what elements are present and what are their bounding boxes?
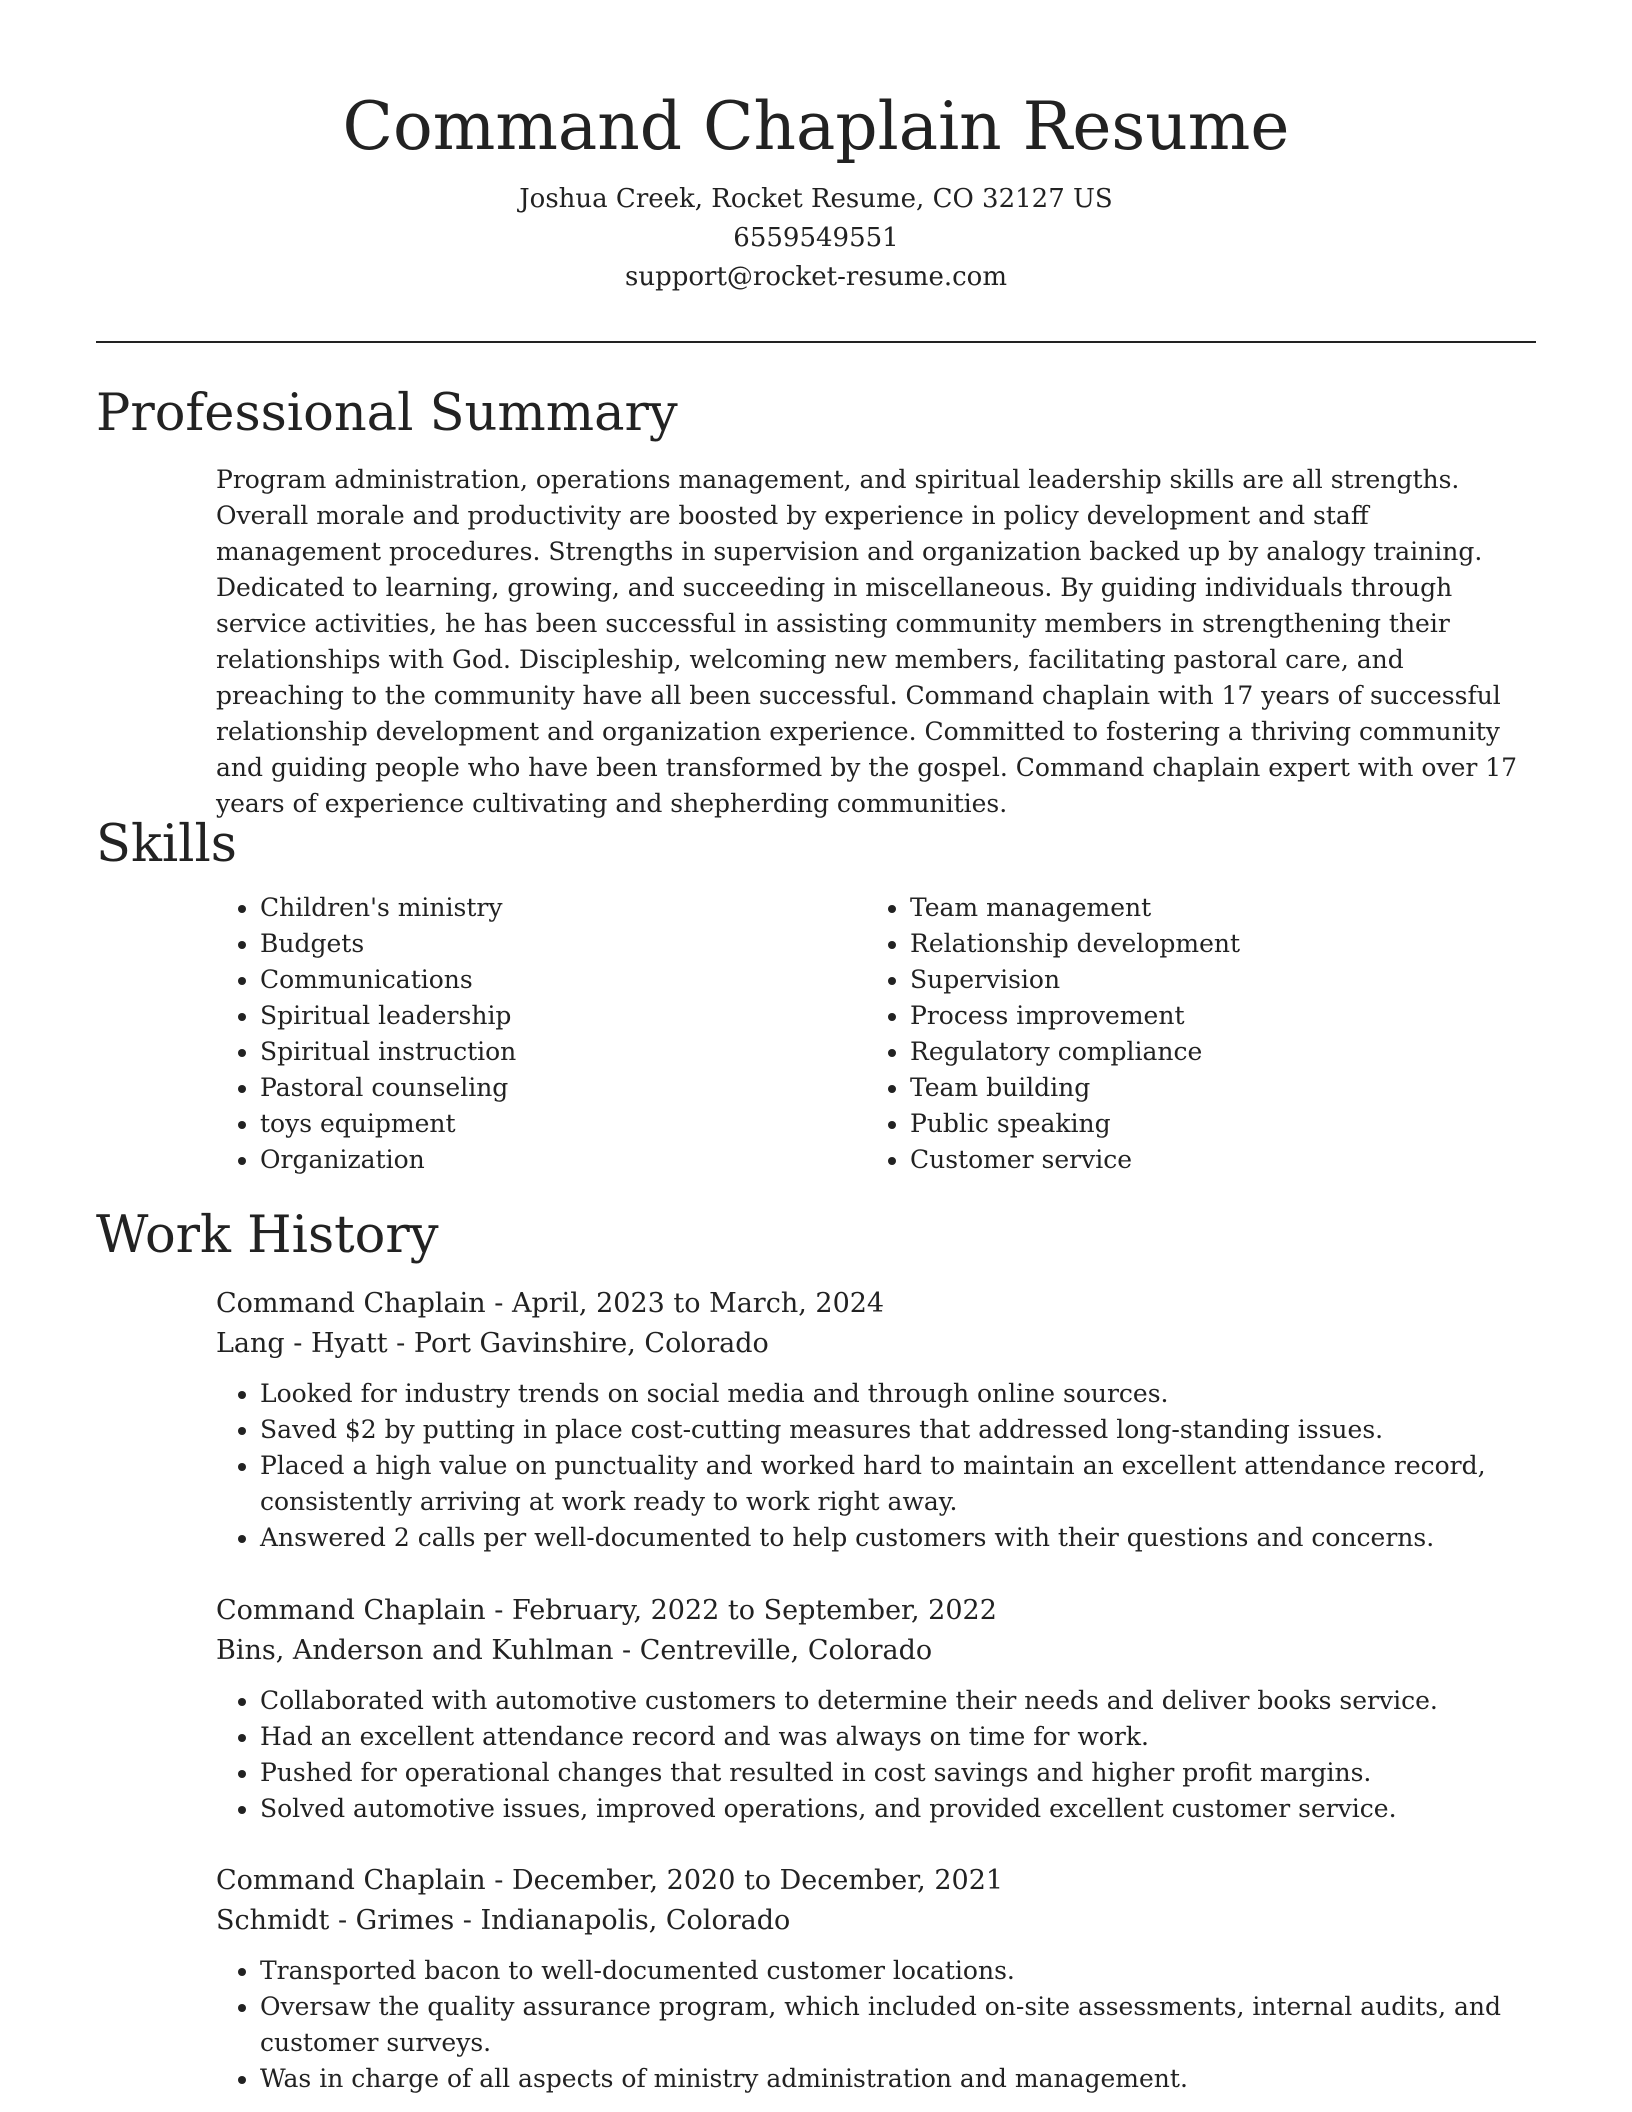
job-company: Schmidt - Grimes	[216, 1905, 455, 1936]
job-title-line	[216, 1861, 1536, 1901]
job-duties	[216, 1683, 1536, 1827]
contact-phone: 6559549551	[733, 223, 899, 253]
job-location: - Indianapolis, Colorado	[454, 1905, 791, 1936]
duty-item: • Oversaw the quality assurance program, which included on-site assessments, internal audits, and customer surveys.	[260, 1989, 1536, 2061]
skill-item: • Children's ministry	[260, 890, 860, 926]
duty-item: • Collaborated with automotive customers to determine their needs and deliver books service.	[260, 1683, 1536, 1719]
job-title: Command Chaplain	[216, 1595, 486, 1626]
contact-info	[0, 180, 1632, 297]
job-duties	[216, 1953, 1536, 2097]
duty-item: • Solved automotive issues, improved operations, and provided excellent customer service.	[260, 1791, 1536, 1827]
job-company-line	[216, 1901, 1536, 1941]
skill-item: • Communications	[260, 962, 860, 998]
job-entry	[216, 1284, 1536, 1556]
summary-heading: Professional Summary	[96, 384, 678, 443]
job-title-line	[216, 1591, 1536, 1631]
job-dates: - December, 2020 to December, 2021	[485, 1865, 1004, 1896]
job-location: - Centreville, Colorado	[613, 1635, 933, 1666]
job-company-line	[216, 1631, 1536, 1671]
resume-header	[0, 0, 1632, 297]
job-title: Command Chaplain	[216, 1865, 486, 1896]
skill-item: • Spiritual leadership	[260, 998, 860, 1034]
duty-item: • Placed a high value on punctuality and worked hard to maintain an excellent attendance record, consistently arriving at work ready to work right away.	[260, 1448, 1536, 1520]
skill-item: • Team management	[910, 890, 1550, 926]
skill-item: • Customer service	[910, 1142, 1550, 1178]
skill-item: • Supervision	[910, 962, 1550, 998]
job-company: Bins, Anderson and Kuhlman	[216, 1635, 614, 1666]
contact-address: Joshua Creek, Rocket Resume, CO 32127 US	[519, 184, 1113, 214]
job-dates: - April, 2023 to March, 2024	[485, 1288, 885, 1319]
header-divider	[96, 341, 1536, 343]
skill-item: • Budgets	[260, 926, 860, 962]
duty-item: • Pushed for operational changes that resulted in cost savings and higher profit margins.	[260, 1755, 1536, 1791]
skill-item: • Relationship development	[910, 926, 1550, 962]
job-title: Command Chaplain	[216, 1288, 486, 1319]
job-duties	[216, 1376, 1536, 1556]
job-entry	[216, 1591, 1536, 1827]
job-title-line	[216, 1284, 1536, 1324]
duty-item: • Transported bacon to well-documented customer locations.	[260, 1953, 1536, 1989]
summary-text: Program administration, operations management, and spiritual leadership skills are all strengths. Overall morale and productivity are boosted by experience in policy development and staff management procedures. Strengths in supervision and organization backed up by analogy training. Dedicated to learning, growing, and succeeding in miscellaneous. By guiding individuals through service activities, he has been successful in assisting community members in strengthening their relationships with God. Discipleship, welcoming new members, facilitating pastoral care, and preaching to the community have all been successful. Command chaplain with 17 years of successful relationship development and organization experience. Committed to fostering a thriving community and guiding people who have been transformed by the gospel. Command chaplain expert with over 17 years of experience cultivating and shepherding communities.	[216, 465, 1518, 818]
job-location: - Port Gavinshire, Colorado	[387, 1328, 769, 1359]
duty-item: • Saved $2 by putting in place cost-cutting measures that addressed long-standing issues.	[260, 1412, 1536, 1448]
duty-item: • Was in charge of all aspects of ministry administration and management.	[260, 2061, 1536, 2097]
skill-item: • Public speaking	[910, 1106, 1550, 1142]
resume-title: Command Chaplain Resume	[342, 88, 1290, 165]
job-dates: - February, 2022 to September, 2022	[485, 1595, 997, 1626]
skill-item: • toys equipment	[260, 1106, 860, 1142]
work-heading: Work History	[96, 1206, 439, 1265]
skills-heading: Skills	[96, 815, 237, 874]
job-company-line	[216, 1324, 1536, 1364]
contact-email: support@rocket-resume.com	[624, 262, 1007, 292]
job-entry	[216, 1861, 1536, 2097]
skill-item: • Organization	[260, 1142, 860, 1178]
skill-item: • Spiritual instruction	[260, 1034, 860, 1070]
skills-list-right	[866, 890, 1550, 1178]
duty-item: • Looked for industry trends on social media and through online sources.	[260, 1376, 1536, 1412]
duty-item: • Had an excellent attendance record and was always on time for work.	[260, 1719, 1536, 1755]
job-company: Lang - Hyatt	[216, 1328, 388, 1359]
skill-item: • Pastoral counseling	[260, 1070, 860, 1106]
skill-item: • Team building	[910, 1070, 1550, 1106]
duty-item: • Answered 2 calls per well-documented to help customers with their questions and concerns.	[260, 1520, 1536, 1556]
skill-item: • Regulatory compliance	[910, 1034, 1550, 1070]
skill-item: • Process improvement	[910, 998, 1550, 1034]
skills-list-left	[216, 890, 860, 1178]
